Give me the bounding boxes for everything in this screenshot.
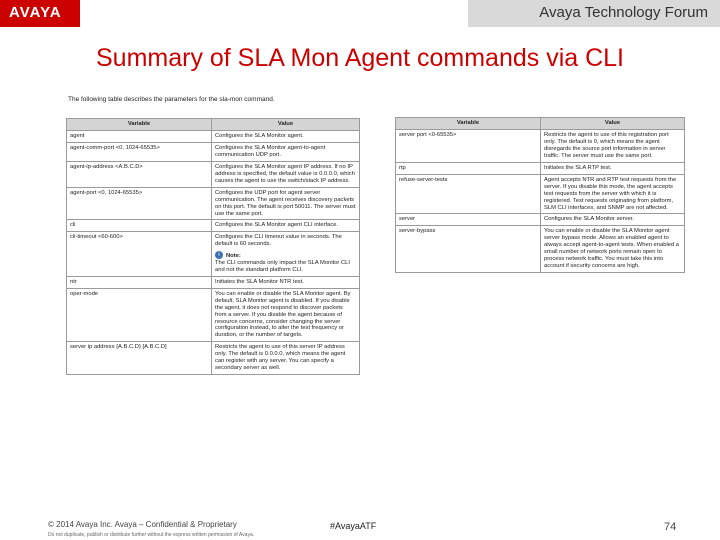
value-cell	[212, 276, 360, 288]
value-text: Initiates the SLA Monitor NTR test.	[215, 278, 304, 285]
value-text: You can enable or disable the SLA Monitor agent. By default, SLA Monitor agent is disabled. If you disable the agent, it does not respond to discover packets from a server. If you disable the agent because of resource concerns, consider changing the server configuration instead, to alter the test frequency or duration, or the number of targets.	[215, 290, 351, 339]
disclaimer-text: Do not duplicate, publish or distribute further without the express written permission of Avaya.	[48, 532, 255, 538]
variable-cell: oper-mode	[67, 288, 212, 342]
variable-cell: server port <0-65535>	[396, 129, 541, 162]
table-header-row	[67, 119, 360, 131]
table-row	[396, 162, 685, 174]
table-row	[67, 161, 360, 187]
table-row	[396, 174, 685, 214]
variable-header: Variable	[396, 118, 541, 130]
logo-text: AVAYA	[9, 4, 62, 21]
value-text: Configures the UDP port for agent server communication. The agent receives discovery packets on this port. The default is port 50011. The server must use the same port.	[215, 189, 356, 217]
value-cell	[541, 226, 685, 273]
note-label: Note:	[226, 252, 241, 259]
variable-cell: server-bypass	[396, 226, 541, 273]
left-table-body	[67, 130, 360, 374]
table-row	[67, 276, 360, 288]
table-row	[67, 232, 360, 276]
value-text: Configures the SLA Monitor server.	[544, 216, 634, 223]
value-header: Value	[541, 118, 685, 130]
table-row	[67, 142, 360, 161]
value-cell	[212, 142, 360, 161]
avaya-logo	[0, 0, 80, 27]
value-cell	[541, 129, 685, 162]
value-cell	[212, 130, 360, 142]
variable-cell: server	[396, 214, 541, 226]
table-row	[67, 220, 360, 232]
value-cell	[541, 214, 685, 226]
forum-banner	[468, 0, 720, 27]
left-parameter-table	[66, 118, 360, 375]
value-cell	[212, 187, 360, 220]
value-text: Initiates the SLA RTP test.	[544, 164, 612, 171]
hashtag-text: #AvayaATF	[330, 521, 377, 531]
note-text: The CLI commands only impact the SLA Monitor CLI and not the standard platform CLI.	[215, 259, 350, 273]
variable-cell: ntr	[67, 276, 212, 288]
table-row	[67, 187, 360, 220]
value-cell	[212, 288, 360, 342]
forum-title: Avaya Technology Forum	[539, 4, 708, 21]
value-cell	[212, 232, 360, 276]
table-header-row	[396, 118, 685, 130]
intro-text: The following table describes the parameters for the sla-mon command.	[68, 96, 275, 103]
table-row	[67, 130, 360, 142]
value-text: Configures the SLA Monitor agent.	[215, 132, 304, 139]
value-text: You can enable or disable the SLA Monitor agent server bypass mode. Allows an enabled agent to always accept agent-to-agent tests. When enabled a small number of network ports remain open to process network traffic. You must take this into account if security concerns are high.	[544, 228, 680, 270]
value-cell	[212, 161, 360, 187]
variable-cell: agent-ip-address <A.B.C.D>	[67, 161, 212, 187]
table-row	[396, 214, 685, 226]
value-header: Value	[212, 119, 360, 131]
slide-title: Summary of SLA Mon Agent commands via CLI	[95, 44, 624, 72]
table-row	[396, 129, 685, 162]
right-parameter-table	[395, 117, 685, 273]
table-row	[67, 288, 360, 342]
variable-cell: rtp	[396, 162, 541, 174]
value-text: Restricts the agent to use of this server IP address only. The default is 0.0.0.0, which means the agent can register with any server. You can specify a secondary server as well.	[215, 344, 346, 372]
variable-cell: server ip address {A.B.C.D} [A.B.C.D]	[67, 342, 212, 375]
page-number: 74	[664, 521, 677, 533]
variable-cell: cli	[67, 220, 212, 232]
value-cell	[212, 342, 360, 375]
value-cell	[541, 162, 685, 174]
table-row	[396, 226, 685, 273]
top-bar	[0, 0, 720, 27]
variable-cell: refuse-server-tests	[396, 174, 541, 214]
value-text: Configures the SLA Monitor agent IP address. If no IP address is specified, the default value is 0.0.0.0, which causes the agent to use the switch/stack IP address.	[215, 163, 355, 184]
note-box	[215, 251, 356, 273]
value-text: Configures the CLI timeout value in seconds. The default is 60 seconds.	[215, 234, 342, 248]
variable-header: Variable	[67, 119, 212, 131]
info-icon: i	[215, 251, 223, 259]
value-cell	[212, 220, 360, 232]
variable-cell: agent-port <0, 1024-65535>	[67, 187, 212, 220]
copyright-text: © 2014 Avaya Inc. Avaya – Confidential & Proprietary	[48, 520, 237, 529]
table-row	[67, 342, 360, 375]
value-text: Configures the SLA Monitor agent CLI interface.	[215, 222, 339, 229]
variable-cell: cli-timeout <60-600>	[67, 232, 212, 276]
variable-cell: agent	[67, 130, 212, 142]
value-cell	[541, 174, 685, 214]
variable-cell: agent-comm-port <0, 1024-65535>	[67, 142, 212, 161]
value-text: Agent accepts NTR and RTP test requests from the server. If you disable this mode, the agent accepts test requests from the server with which it is registered. Test requests originating from platform, SLM CLI interfaces, and SNMP are not affected.	[544, 176, 677, 211]
value-text: Configures the SLA Monitor agent-to-agent communication UDP port.	[215, 144, 326, 158]
value-text: Restricts the agent to use of this registration port only. The default is 0, which means the agent disregards the source port information in server traffic. The server must use the same port.	[544, 131, 669, 159]
right-table-body	[396, 129, 685, 272]
